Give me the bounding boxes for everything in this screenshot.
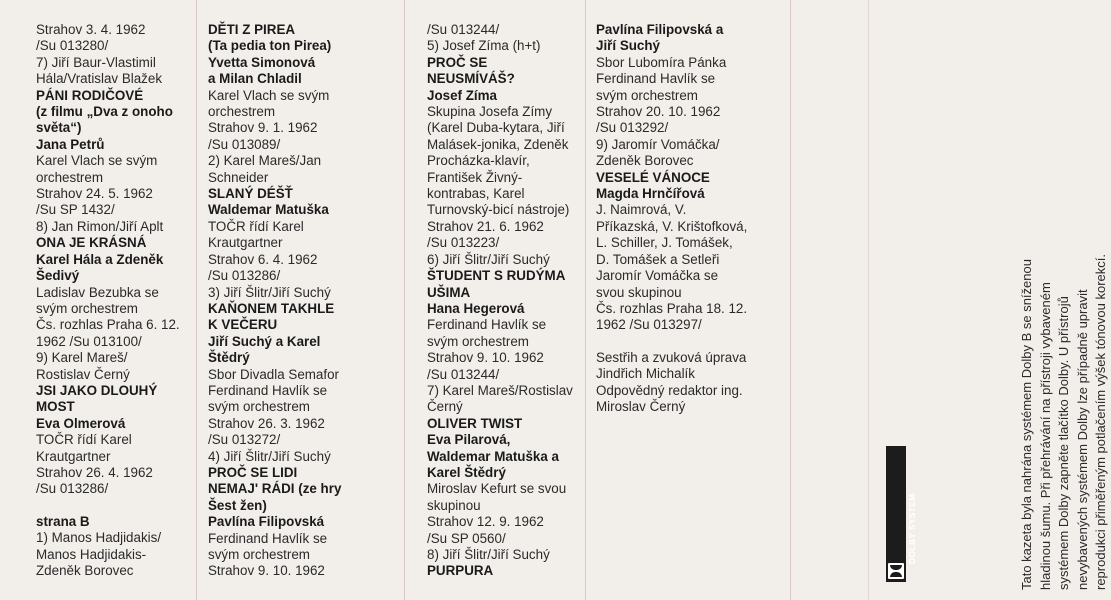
track-title-line: Šedivý (36, 268, 80, 284)
fold-line (868, 0, 869, 600)
track-credit-line: /Su 013272/ (208, 432, 281, 448)
track-title-line: PROČ SE (427, 54, 488, 70)
track-credit-line: Sestřih a zvuková úprava (596, 349, 747, 365)
track-credit-line: /Su 013244/ (427, 22, 500, 37)
track-title-line: SLANÝ DÉŠŤ (208, 186, 293, 202)
track-credit-line: svou skupinou (596, 284, 682, 300)
track-credit-line: Odpovědný redaktor ing. (596, 382, 743, 398)
track-credit-line: 2) Karel Mareš/Jan (208, 153, 322, 169)
track-title-line: K VEČERU (208, 317, 278, 333)
track-credit-line: 9) Jaromír Vomáčka/ (596, 136, 720, 152)
track-title-line: Waldemar Matuška (208, 202, 329, 218)
track-credit-line: (Karel Duba-kytara, Jiří (427, 120, 565, 136)
track-credit-line: 8) Jiří Šlitr/Jiří Suchý (427, 547, 550, 562)
track-credit-line: Ferdinand Havlík se (208, 382, 328, 398)
track-credit-line: Malásek-jonika, Zdeněk (427, 136, 569, 152)
track-credit-line: 3) Jiří Šlitr/Jiří Suchý (208, 284, 331, 300)
track-credit-line: Zdeněk Borovec (36, 563, 134, 578)
track-credit-line: Miroslav Černý (596, 398, 686, 414)
track-credit-line: /Su 013286/ (36, 481, 109, 497)
track-credit-line: orchestrem (36, 169, 103, 185)
track-title-line: DĚTI Z PIREA (208, 22, 296, 37)
track-credit-line: Procházka-klavír, (427, 153, 530, 169)
track-title-line: UŠIMA (427, 284, 471, 300)
track-title-line: Josef Zíma (427, 87, 497, 103)
track-credit-line: Strahov 26. 4. 1962 (36, 464, 153, 480)
track-credit-line: 7) Karel Mareš/Rostislav (427, 382, 573, 398)
track-credit-line: Schneider (208, 169, 269, 185)
track-credit-line: Černý (427, 399, 463, 415)
track-title-line: Jiří Suchý a Karel (208, 333, 321, 349)
track-credit-line: Strahov 9. 1. 1962 (208, 120, 318, 136)
track-credit-line: Karel Vlach se svým (208, 87, 330, 103)
track-title-line: Eva Olmerová (36, 415, 126, 431)
track-credit-line: Příkazská, V. Krištofková, (596, 218, 748, 234)
track-credit-line: Strahov 12. 9. 1962 (427, 514, 544, 530)
spacer (596, 334, 747, 350)
track-column-3 (427, 22, 573, 580)
dolby-note-line: systémem Dolby zapněte tlačítko Dolby. U přístrojů (1056, 296, 1072, 590)
track-credit-line: 9) Karel Mareš/ (36, 350, 128, 366)
fold-line (404, 0, 405, 600)
track-title-line: Pavlína Filipovská a (596, 22, 724, 37)
track-credit-line: Turnovský-bicí nástroje) (427, 202, 570, 218)
track-title-line: PÁNI RODIČOVÉ (36, 87, 144, 103)
track-credit-line: orchestrem (208, 104, 275, 120)
dolby-double-d-icon (888, 563, 904, 579)
track-title-line: Karel Hála a Zdeněk (36, 251, 164, 267)
track-credit-line: /Su 013244/ (427, 366, 500, 382)
track-credit-line: Hála/Vratislav Blažek (36, 71, 163, 87)
track-credit-line: svým orchestrem (36, 300, 138, 316)
track-credit-line: Skupina Josefa Zímy (427, 104, 553, 120)
track-credit-line: Strahov 9. 10. 1962 (427, 350, 544, 366)
track-credit-line: svým orchestrem (596, 87, 698, 103)
track-credit-line: /Su 013286/ (208, 268, 281, 284)
dolby-note-line: nevybavených systémem Dolby lze případně upravit (1074, 289, 1090, 590)
track-credit-line: Ferdinand Havlík se (208, 530, 328, 546)
track-credit-line: Ladislav Bezubka se (36, 284, 159, 300)
track-credit-line: Krautgartner (208, 235, 283, 251)
track-credit-line: svým orchestrem (208, 399, 310, 415)
track-title-line: PROČ SE LIDI (208, 464, 298, 480)
fold-line (585, 0, 586, 600)
track-credit-line: /Su 013089/ (208, 136, 281, 152)
track-title-line: a Milan Chladil (208, 71, 302, 87)
track-title-line: Jana Petrů (36, 136, 105, 152)
track-credit-line: svým orchestrem (208, 547, 310, 562)
track-title-line: NEUSMÍVÁŠ? (427, 71, 515, 87)
track-credit-line: Zdeněk Borovec (596, 153, 694, 169)
track-title-line: ŠTUDENT S RUDÝMA (427, 268, 566, 284)
dolby-note-line: Tato kazeta byla nahrána systémem Dolby B se sníženou (1019, 259, 1034, 590)
track-credit-line: Čs. rozhlas Praha 18. 12. (596, 300, 748, 316)
track-title-line: Štědrý (208, 350, 250, 366)
track-credit-line: Sbor Lubomíra Pánka (596, 54, 727, 70)
track-credit-line: Sbor Divadla Semafor (208, 366, 339, 382)
track-credit-line: J. Naimrová, V. (596, 202, 687, 218)
track-title-line: Karel Štědrý (427, 464, 506, 480)
track-credit-line: Krautgartner (36, 448, 111, 464)
track-credit-line: kontrabas, Karel (427, 186, 525, 202)
track-credit-line: Ferdinand Havlík se (596, 71, 716, 87)
dolby-note-line: reprodukci přiměřeným potlačením výšek tónovou korekcí. (1093, 254, 1109, 590)
track-credit-line: D. Tomášek a Setleři (596, 251, 720, 267)
dolby-logo (886, 446, 917, 582)
track-title-line: (Ta pedia ton Pirea) (208, 38, 332, 54)
track-title-line: (z filmu „Dva z onoho (36, 104, 173, 120)
track-title-line: NEMAJ' RÁDI (ze hry (208, 481, 342, 497)
spacer (36, 498, 180, 514)
track-credit-line: 6) Jiří Šlitr/Jiří Suchý (427, 251, 550, 267)
track-credit-line: 8) Jan Rimon/Jiří Aplt (36, 218, 164, 234)
track-credit-line: Strahov 6. 4. 1962 (208, 251, 318, 267)
track-credit-line: 1) Manos Hadjidakis/ (36, 530, 162, 546)
track-credit-line: Strahov 26. 3. 1962 (208, 415, 325, 431)
track-title-line: Magda Hrnčířová (596, 186, 705, 202)
track-title-line: MOST (36, 399, 75, 415)
track-title-line: Hana Hegerová (427, 300, 525, 316)
track-title-line: strana B (36, 513, 90, 529)
track-credit-line: Strahov 21. 6. 1962 (427, 218, 544, 234)
track-credit-line: L. Schiller, J. Tomášek, (596, 235, 733, 251)
track-title-line: JSI JAKO DLOUHÝ (36, 382, 158, 398)
track-credit-line: Strahov 9. 10. 1962 (208, 563, 325, 579)
track-credit-line: Jindřich Michalík (596, 366, 695, 382)
dolby-note-line: hladinou šumu. Při přehrávání na přístroji vybaveném (1037, 282, 1053, 590)
track-credit-line: 1962 /Su 013100/ (36, 333, 142, 349)
track-title-line: Waldemar Matuška a (427, 448, 559, 464)
track-credit-line: TOČR řídí Karel (36, 432, 132, 448)
fold-line (196, 0, 197, 600)
track-title-line: ONA JE KRÁSNÁ (36, 235, 147, 251)
track-credit-line: TOČR řídí Karel (208, 218, 304, 234)
track-credit-line: Jaromír Vomáčka se (596, 268, 719, 284)
track-title-line: světa“) (36, 120, 82, 136)
track-title-line: Šest žen) (208, 497, 267, 513)
track-credit-line: 5) Josef Zíma (h+t) (427, 38, 541, 54)
track-credit-line: Miroslav Kefurt se svou (427, 481, 567, 497)
track-column-1 (36, 22, 180, 579)
track-credit-line: Karel Vlach se svým (36, 153, 158, 169)
track-title-line: Jiří Suchý (596, 38, 661, 54)
track-credit-line: František Živný- (427, 169, 523, 185)
track-credit-line: 4) Jiří Šlitr/Jiří Suchý (208, 448, 331, 464)
track-credit-line: Manos Hadjidakis- (36, 546, 147, 562)
track-credit-line: Strahov 20. 10. 1962 (596, 104, 721, 120)
track-title-line: KAŇONEM TAKHLE (208, 300, 335, 316)
track-credit-line: /Su 013292/ (596, 120, 669, 136)
track-credit-line: 7) Jiří Baur-Vlastimil (36, 54, 156, 70)
track-column-2 (208, 22, 341, 580)
track-title-line: Eva Pilarová, (427, 432, 511, 448)
track-credit-line: svým orchestrem (427, 333, 529, 349)
track-title-line: OLIVER TWIST (427, 415, 523, 431)
track-credit-line: Strahov 24. 5. 1962 (36, 186, 153, 202)
track-title-line: VESELÉ VÁNOCE (596, 169, 710, 185)
dolby-logo-text: DOLBY SYSTEM (907, 493, 917, 564)
track-title-line: PURPURA (427, 563, 494, 579)
track-credit-line: Rostislav Černý (36, 366, 130, 382)
fold-line (790, 0, 791, 600)
track-title-line: Pavlína Filipovská (208, 514, 325, 530)
dolby-note (1018, 190, 1111, 590)
track-credit-line: /Su SP 0560/ (427, 530, 506, 546)
track-credit-line: Čs. rozhlas Praha 6. 12. (36, 317, 180, 333)
track-credit-line: /Su 013223/ (427, 235, 500, 251)
track-title-line: Yvetta Simonová (208, 54, 316, 70)
track-credit-line: 1962 /Su 013297/ (596, 317, 702, 333)
track-credit-line: Strahov 3. 4. 1962 (36, 22, 146, 37)
track-column-4 (596, 22, 747, 415)
track-credit-line: /Su SP 1432/ (36, 202, 115, 218)
track-credit-line: /Su 013280/ (36, 38, 109, 54)
track-credit-line: Ferdinand Havlík se (427, 317, 547, 333)
track-credit-line: skupinou (427, 497, 481, 513)
